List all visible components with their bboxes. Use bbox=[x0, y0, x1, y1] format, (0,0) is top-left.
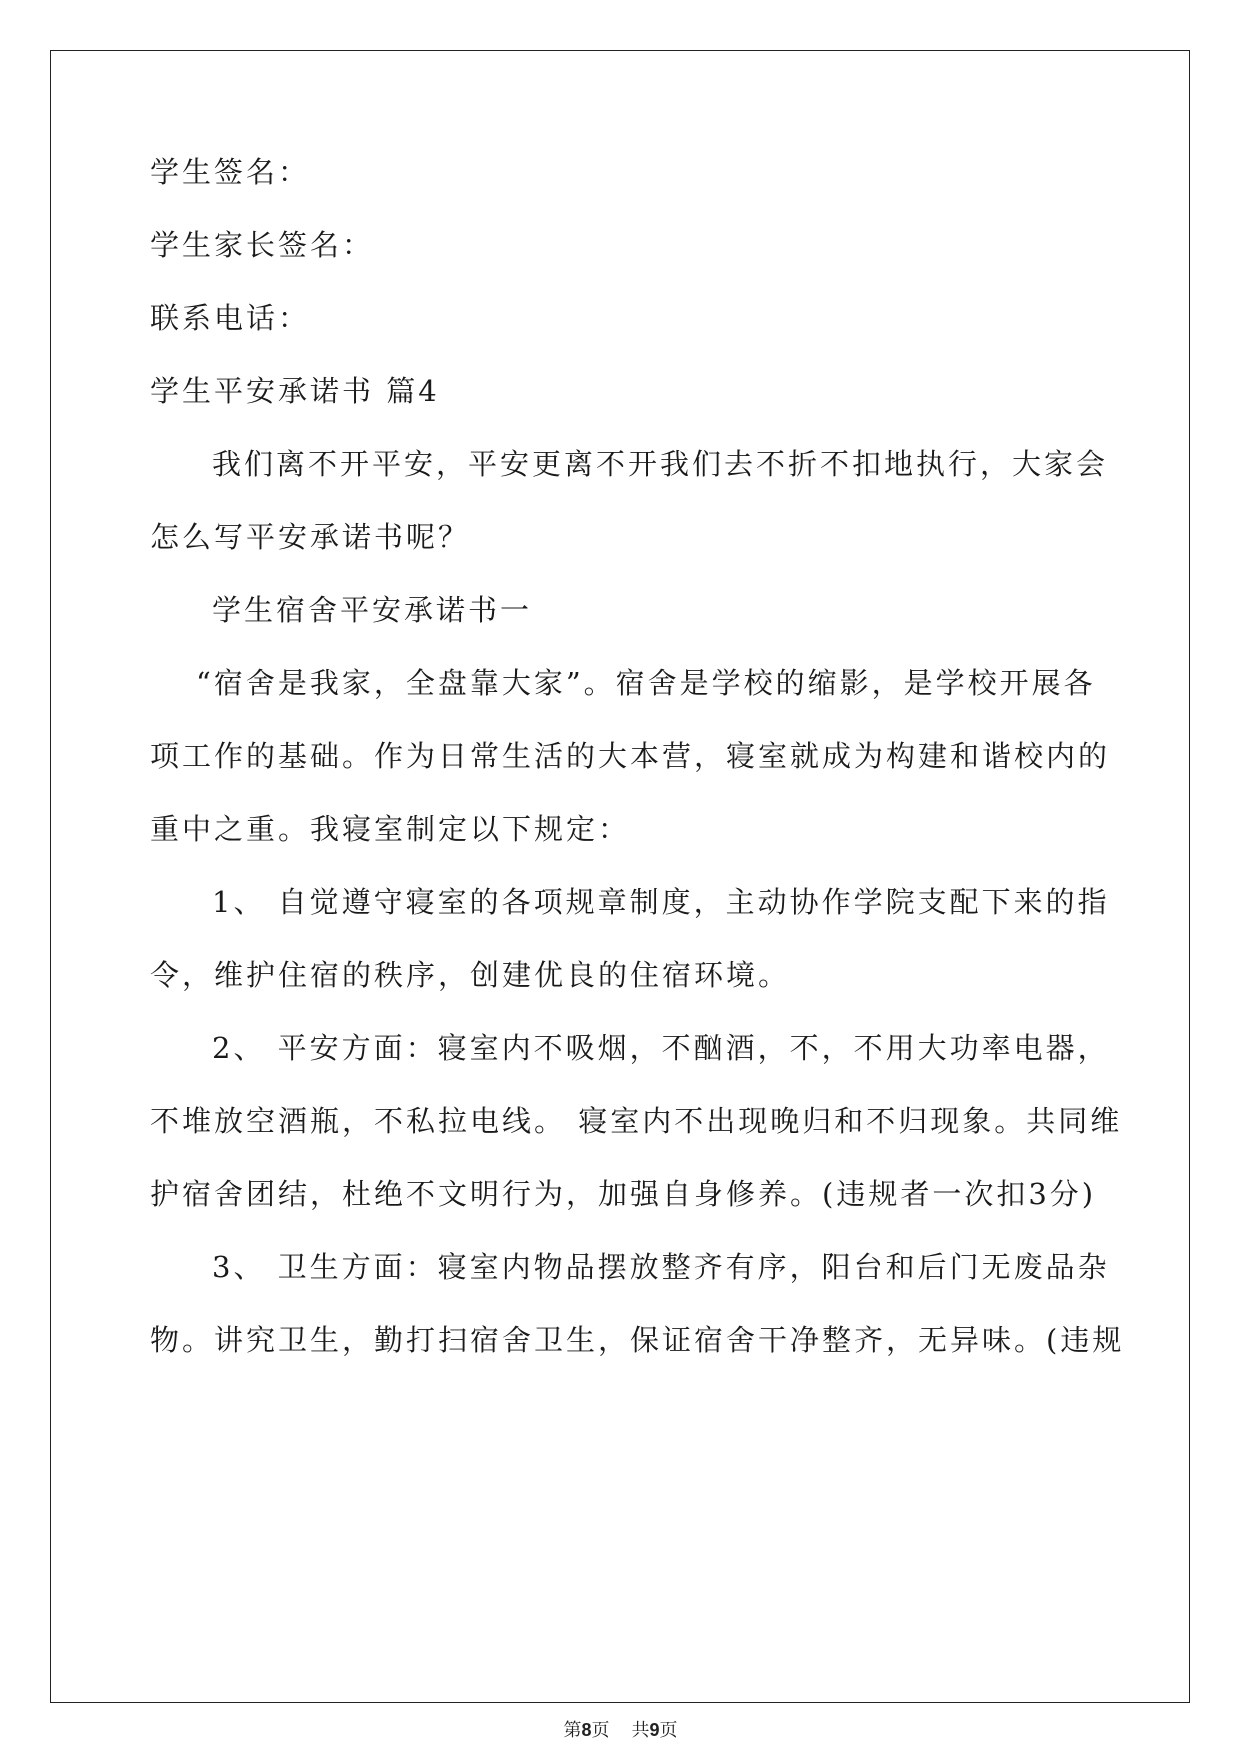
rule-item-3: 3、 卫生方面：寝室内物品摆放整齐有序，阳台和后门无废品杂 bbox=[212, 1250, 1110, 1284]
section-heading: 学生平安承诺书 篇4 bbox=[150, 374, 440, 408]
paragraph-line: 怎么写平安承诺书呢？ bbox=[150, 520, 471, 554]
subheading: 学生宿舍平安承诺书一 bbox=[212, 593, 533, 627]
paragraph-line: 令，维护住宿的秩序，创建优良的住宿环境。 bbox=[150, 958, 791, 992]
student-signature-label: 学生签名： bbox=[150, 155, 311, 189]
paragraph-line: 不堆放空酒瓶，不私拉电线。 寝室内不出现晚归和不归现象。共同维 bbox=[150, 1104, 1123, 1138]
paragraph-line: “宿舍是我家，全盘靠大家”。宿舍是学校的缩影，是学校开展各 bbox=[196, 666, 1096, 700]
total-page-number: 9 bbox=[649, 1720, 660, 1740]
footer-prefix: 第 bbox=[563, 1720, 582, 1741]
paragraph-line: 重中之重。我寝室制定以下规定： bbox=[150, 812, 631, 846]
paragraph-line: 护宿舍团结，杜绝不文明行为，加强自身修养。(违规者一次扣3分) bbox=[150, 1177, 1097, 1211]
footer-page-suffix: 页 bbox=[591, 1720, 610, 1741]
footer-total-suffix: 页 bbox=[659, 1720, 678, 1741]
rule-item-1: 1、 自觉遵守寝室的各项规章制度，主动协作学院支配下来的指 bbox=[212, 885, 1110, 919]
phone-label: 联系电话： bbox=[150, 301, 311, 335]
paragraph-line: 物。讲究卫生，勤打扫宿舍卫生，保证宿舍干净整齐，无异味。(违规 bbox=[150, 1323, 1125, 1357]
footer-total-prefix: 共 bbox=[631, 1720, 650, 1741]
page-footer bbox=[0, 1718, 1241, 1743]
parent-signature-label: 学生家长签名： bbox=[150, 228, 375, 262]
paragraph-line: 我们离不开平安，平安更离不开我们去不折不扣地执行，大家会 bbox=[212, 447, 1109, 481]
paragraph-line: 项工作的基础。作为日常生活的大本营，寝室就成为构建和谐校内的 bbox=[150, 739, 1111, 773]
current-page-number: 8 bbox=[581, 1720, 592, 1740]
rule-item-2: 2、 平安方面：寝室内不吸烟，不酗酒，不，不用大功率电器， bbox=[212, 1031, 1110, 1065]
